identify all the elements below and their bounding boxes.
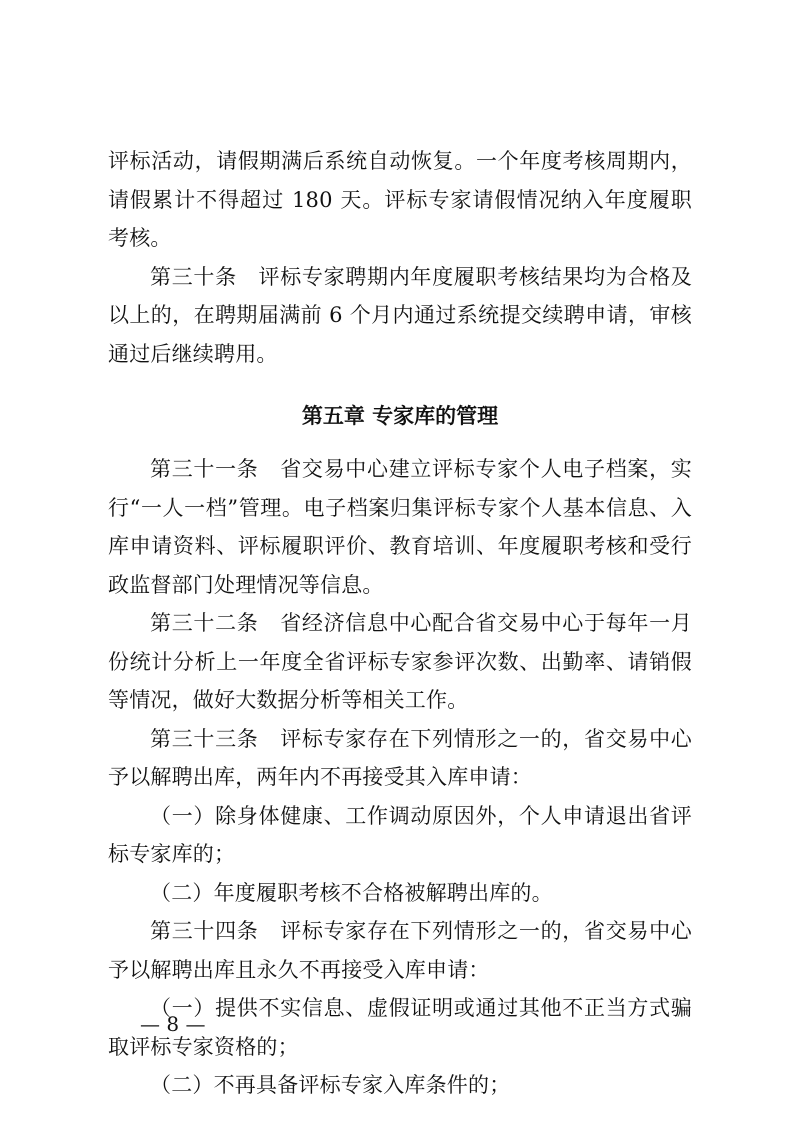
paragraph: 第三十条 评标专家聘期内年度履职考核结果均为合格及以上的，在聘期届满前 6 个月内通过系统提交续聘申请，审核通过后继续聘用。 xyxy=(108,264,692,366)
chapter-title: 第五章 专家库的管理 xyxy=(301,404,499,428)
paragraphs-after-chapter xyxy=(108,450,692,1105)
paragraphs-before-chapter xyxy=(108,142,692,373)
paragraph: 第三十四条 评标专家存在下列情形之一的，省交易中心予以解聘出库且永久不再接受入库申请： xyxy=(108,919,692,982)
paragraph: 第三十二条 省经济信息中心配合省交易中心于每年一月份统计分析上一年度全省评标专家参评次数、出勤率、请销假等情况，做好大数据分析等相关工作。 xyxy=(108,611,692,712)
paragraph: （二）不再具备评标专家入库条件的； xyxy=(150,1073,511,1097)
document-body xyxy=(108,142,692,1105)
paragraph: （二）年度履职考核不合格被解聘出库的。 xyxy=(150,880,553,905)
paragraph: （一）除身体健康、工作调动原因外，个人申请退出省评标专家库的； xyxy=(108,803,692,866)
paragraph: （一）提供不实信息、虚假证明或通过其他不正当方式骗取评标专家资格的； xyxy=(108,996,692,1059)
paragraph: 评标活动，请假期满后系统自动恢复。一个年度考核周期内，请假累计不得超过 180 天。评标专家请假情况纳入年度履职考核。 xyxy=(108,149,692,250)
paragraph: 第三十一条 省交易中心建立评标专家个人电子档案，实行“一人一档”管理。电子档案归集评标专家个人基本信息、入库申请资料、评标履职评价、教育培训、年度履职考核和受行政监督部门处理情况等信息。 xyxy=(108,457,692,597)
page-number: — 8 — xyxy=(140,1012,206,1036)
paragraph: 第三十三条 评标专家存在下列情形之一的，省交易中心予以解聘出库，两年内不再接受其入库申请： xyxy=(108,726,692,789)
